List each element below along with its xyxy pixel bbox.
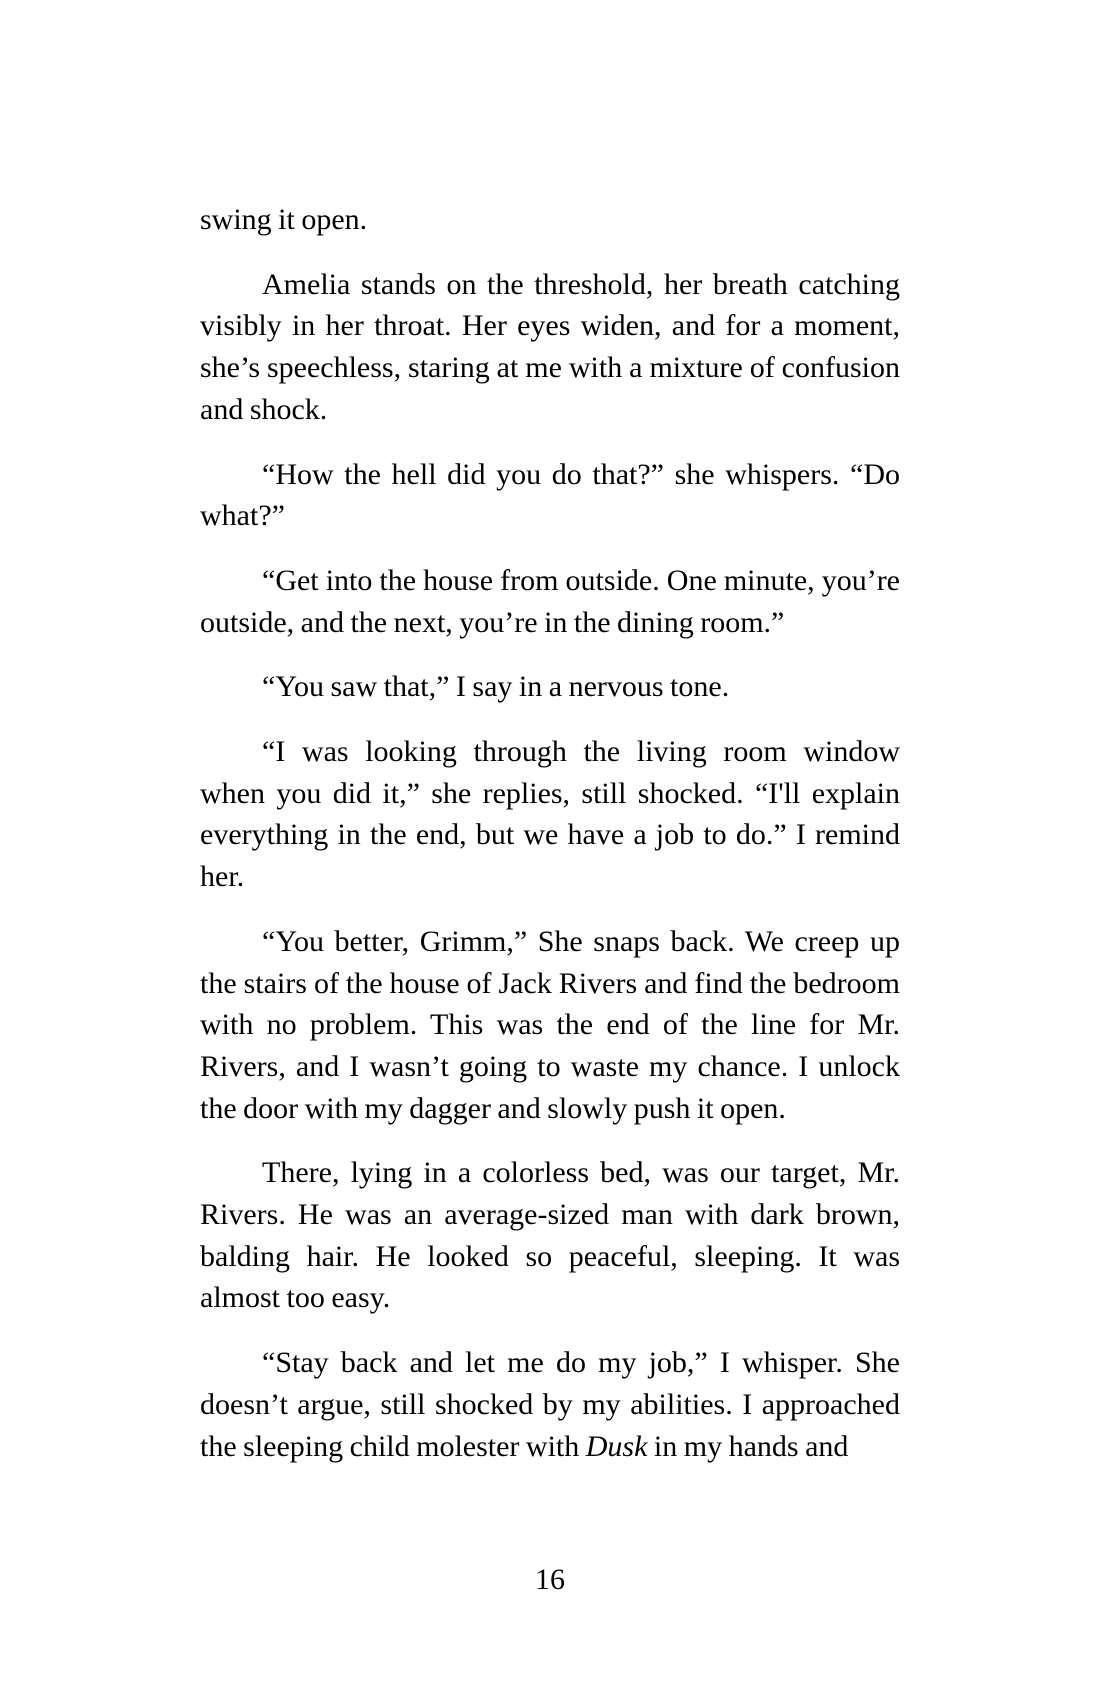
text-run: “Stay back and let me do my job,” I whisper. She doesn’t argue, still shocked by my abilities. I approached the sleeping child molester with: [200, 1346, 900, 1463]
text-run: “Get into the house from outside. One minute, you’re outside, and the next, you’re in the dining room.”: [200, 563, 900, 639]
paragraph: [200, 1342, 900, 1467]
text-run: There, lying in a colorless bed, was our target, Mr. Rivers. He was an average-sized man with dark brown, balding hair. He looked so peaceful, sleeping. It was almost too easy.: [200, 1156, 900, 1315]
text-run: in my hands and: [647, 1429, 849, 1463]
text-run: “How the hell did you do that?” she whispers. “Do what?”: [200, 457, 900, 533]
paragraph: [200, 666, 900, 708]
paragraph: [200, 560, 900, 643]
paragraph: [200, 264, 900, 431]
page-number: 16: [535, 1563, 565, 1596]
paragraph: [200, 199, 900, 241]
text-run: “You saw that,” I say in a nervous tone.: [262, 670, 730, 704]
text-run: Amelia stands on the threshold, her breath catching visibly in her throat. Her eyes widen, and for a moment, she’s speechless, staring at me with a mixture of confusion and shock.: [200, 267, 900, 426]
text-run: swing it open.: [200, 203, 368, 236]
text-run: “You better, Grimm,” She snaps back. We creep up the stairs of the house of Jack Rivers and find the bedroom with no problem. This was the end of the line for Mr. Rivers, and I wasn’t going to waste my chance. I unlock the door with my dagger and slowly push it open.: [200, 924, 900, 1125]
italic-text-run: Dusk: [585, 1429, 648, 1463]
paragraph: [200, 731, 900, 898]
body-text: [200, 199, 900, 1490]
text-run: “I was looking through the living room window when you did it,” she replies, still shocked. “I'll explain everything in the end, but we have a job to do.” I remind her.: [200, 735, 900, 894]
paragraph: [200, 1152, 900, 1319]
paragraph: [200, 921, 900, 1130]
paragraph: [200, 454, 900, 537]
